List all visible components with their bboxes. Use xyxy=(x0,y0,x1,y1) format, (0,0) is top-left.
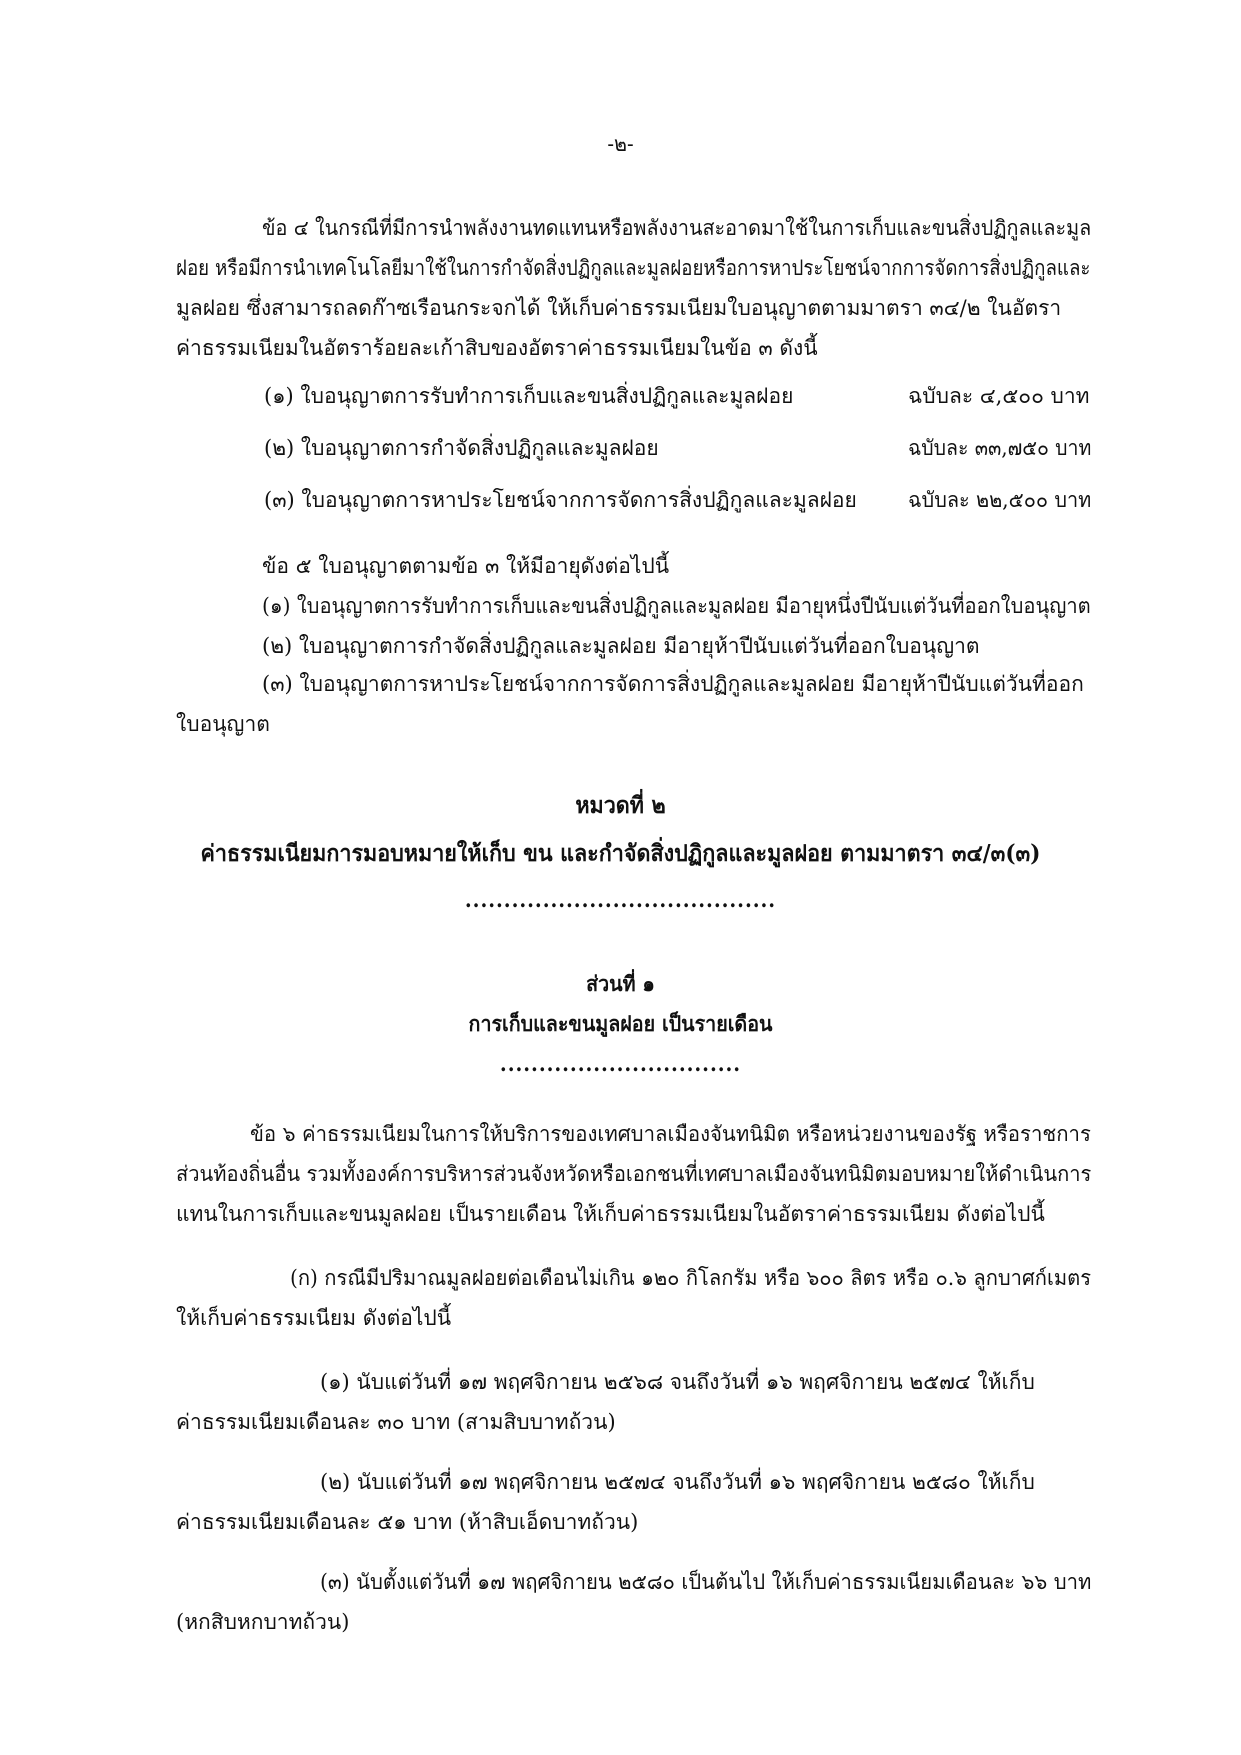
part-subtitle: การเก็บและขนมูลฝอย เป็นรายเดือน xyxy=(468,1011,773,1036)
fee-period-line: (๒) นับแต่วันที่ ๑๗ พฤศจิกายน ๒๕๗๔ จนถึงวันที่ ๑๖ พฤศจิกายน ๒๕๘๐ ให้เก็บ xyxy=(320,1470,1035,1494)
paragraph-line: แทนในการเก็บและขนมูลฝอย เป็นรายเดือน ให้เก็บค่าธรรมเนียมในอัตราค่าธรรมเนียม ดังต่อไปนี้ xyxy=(176,1202,1045,1226)
fee-item-label: (๒) ใบอนุญาตการกำจัดสิ่งปฏิกูลและมูลฝอย xyxy=(264,436,659,460)
fee-item-amount: ฉบับละ ๒๒,๕๐๐ บาท xyxy=(908,488,1092,512)
paragraph-line: (๑) ใบอนุญาตการรับทำการเก็บและขนสิ่งปฏิกูลและมูลฝอย มีอายุหนึ่งปีนับแต่วันที่ออกใบอนุญาต xyxy=(262,594,1091,618)
paragraph-line: ข้อ ๕ ใบอนุญาตตามข้อ ๓ ให้มีอายุดังต่อไปนี้ xyxy=(262,554,670,578)
fee-item-amount: ฉบับละ ๔,๕๐๐ บาท xyxy=(908,384,1090,408)
paragraph-line: ข้อ ๔ ในกรณีที่มีการนำพลังงานทดแทนหรือพลังงานสะอาดมาใช้ในการเก็บและขนสิ่งปฏิกูลและมูล xyxy=(262,216,1092,240)
paragraph-line: ข้อ ๖ ค่าธรรมเนียมในการให้บริการของเทศบาลเมืองจันทนิมิต หรือหน่วยงานของรัฐ หรือราชการ xyxy=(250,1122,1091,1146)
fee-period-line: (๑) นับแต่วันที่ ๑๗ พฤศจิกายน ๒๕๖๘ จนถึงวันที่ ๑๖ พฤศจิกายน ๒๕๗๔ ให้เก็บ xyxy=(320,1370,1035,1394)
chapter-subtitle: ค่าธรรมเนียมการมอบหมายให้เก็บ ขน และกำจัดสิ่งปฏิกูลและมูลฝอย ตามมาตรา ๓๔/๓(๓) xyxy=(200,840,1041,867)
paragraph-line: ฝอย หรือมีการนำเทคโนโลยีมาใช้ในการกำจัดสิ่งปฏิกูลและมูลฝอยหรือการหาประโยชน์จากการจัดการสิ่งปฏิกูลและ xyxy=(176,256,1091,280)
paragraph-line: ส่วนท้องถิ่นอื่น รวมทั้งองค์การบริหารส่วนจังหวัดหรือเอกชนที่เทศบาลเมืองจันทนิมิตมอบหมายให้ดำเนินการ xyxy=(176,1162,1092,1186)
fee-period-line: ค่าธรรมเนียมเดือนละ ๓๐ บาท (สามสิบบาทถ้วน) xyxy=(176,1410,616,1434)
page-number: -๒- xyxy=(607,132,634,156)
chapter-divider: ........................................ xyxy=(464,887,777,912)
fee-item-amount: ฉบับละ ๓๓,๗๕๐ บาท xyxy=(908,436,1092,460)
fee-item-label: (๓) ใบอนุญาตการหาประโยชน์จากการจัดการสิ่งปฏิกูลและมูลฝอย xyxy=(264,488,857,512)
fee-item-label: (๑) ใบอนุญาตการรับทำการเก็บและขนสิ่งปฏิกูลและมูลฝอย xyxy=(264,384,794,408)
paragraph-line: ใบอนุญาต xyxy=(176,712,270,736)
sub-clause-line: ให้เก็บค่าธรรมเนียม ดังต่อไปนี้ xyxy=(176,1306,452,1330)
chapter-title: หมวดที่ ๒ xyxy=(575,792,666,819)
part-divider: ............................... xyxy=(499,1051,742,1076)
sub-clause-line: (ก) กรณีมีปริมาณมูลฝอยต่อเดือนไม่เกิน ๑๒๐ กิโลกรัม หรือ ๖๐๐ ลิตร หรือ ๐.๖ ลูกบาศก์เมตร xyxy=(290,1266,1092,1290)
fee-period-line: (หกสิบหกบาทถ้วน) xyxy=(176,1610,350,1634)
fee-period-line: ค่าธรรมเนียมเดือนละ ๕๑ บาท (ห้าสิบเอ็ดบาทถ้วน) xyxy=(176,1510,639,1534)
paragraph-line: ค่าธรรมเนียมในอัตราร้อยละเก้าสิบของอัตราค่าธรรมเนียมในข้อ ๓ ดังนี้ xyxy=(176,336,818,360)
paragraph-line: มูลฝอย ซึ่งสามารถลดก๊าซเรือนกระจกได้ ให้เก็บค่าธรรมเนียมใบอนุญาตตามมาตรา ๓๔/๒ ในอัตรา xyxy=(176,296,1062,320)
fee-period-line: (๓) นับตั้งแต่วันที่ ๑๗ พฤศจิกายน ๒๕๘๐ เป็นต้นไป ให้เก็บค่าธรรมเนียมเดือนละ ๖๖ บาท xyxy=(320,1570,1092,1594)
paragraph-line: (๒) ใบอนุญาตการกำจัดสิ่งปฏิกูลและมูลฝอย มีอายุห้าปีนับแต่วันที่ออกใบอนุญาต xyxy=(262,634,980,658)
part-title: ส่วนที่ ๑ xyxy=(586,971,655,996)
paragraph-line: (๓) ใบอนุญาตการหาประโยชน์จากการจัดการสิ่งปฏิกูลและมูลฝอย มีอายุห้าปีนับแต่วันที่ออก xyxy=(262,672,1084,696)
